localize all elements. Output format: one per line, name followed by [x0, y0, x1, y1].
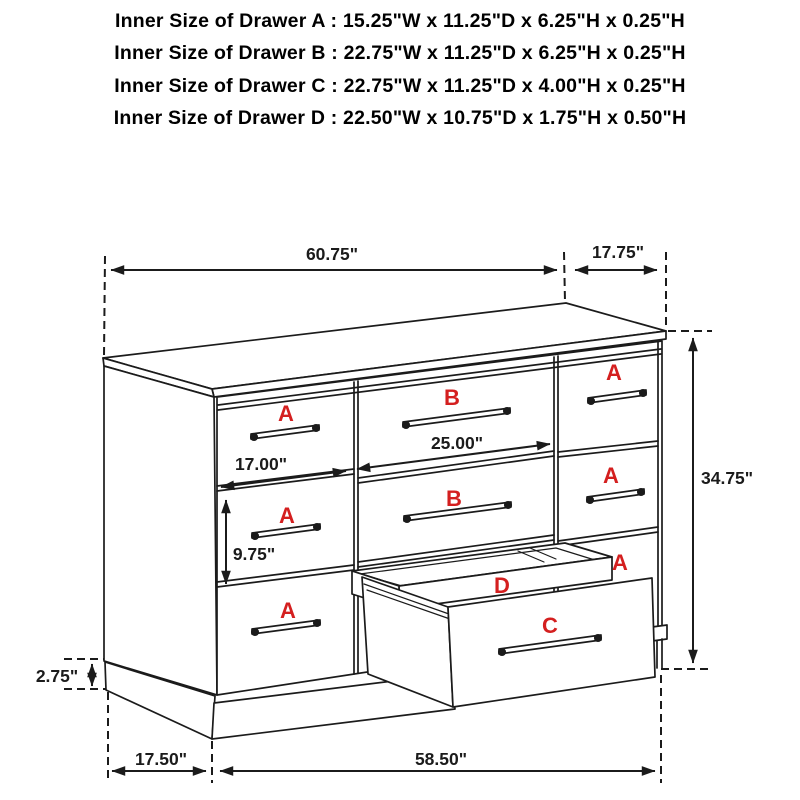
label-drawer-a-left1: A: [278, 401, 294, 426]
dim-label-left-width: 17.00": [234, 454, 288, 474]
spec-line-a: Inner Size of Drawer A : 15.25"W x 11.25"D x 6.25"H x 0.25"H: [115, 10, 685, 32]
dim-label-bottom-width: 58.50": [414, 749, 468, 769]
label-drawer-c: C: [542, 613, 558, 638]
dim-label-middle-width: 25.00": [430, 433, 484, 453]
ext-top-left: [104, 256, 105, 356]
label-drawer-a-right2: A: [603, 463, 619, 488]
dim-label-base-height: 2.75": [35, 666, 79, 686]
label-drawer-a-right3: A: [612, 550, 628, 575]
label-drawer-a-right1: A: [606, 360, 622, 385]
dim-label-top-depth: 17.75": [591, 242, 645, 262]
label-drawer-a-left2: A: [279, 503, 295, 528]
label-drawer-a-left3: A: [280, 598, 296, 623]
dim-label-height: 34.75": [701, 468, 754, 488]
spec-line-d: Inner Size of Drawer D : 22.50"W x 10.75"D x 1.75"H x 0.50"H: [113, 107, 687, 130]
label-drawer-b-mid: B: [446, 486, 462, 511]
dim-label-drawer-height: 9.75": [232, 544, 276, 564]
cabinet-drawing: [103, 303, 667, 739]
side-panel: [104, 366, 217, 695]
ext-top-mid: [564, 252, 565, 302]
label-drawer-d: D: [494, 573, 510, 598]
spec-line-c: Inner Size of Drawer C : 22.75"W x 11.25"D x 4.00"H x 0.25"H: [114, 74, 686, 97]
dim-label-top-width: 60.75": [305, 244, 359, 264]
dim-label-bottom-depth: 17.50": [134, 749, 188, 769]
label-drawer-b-top: B: [444, 385, 460, 410]
spec-line-b: Inner Size of Drawer B : 22.75"W x 11.25"D x 6.25"H x 0.25"H: [114, 42, 686, 65]
